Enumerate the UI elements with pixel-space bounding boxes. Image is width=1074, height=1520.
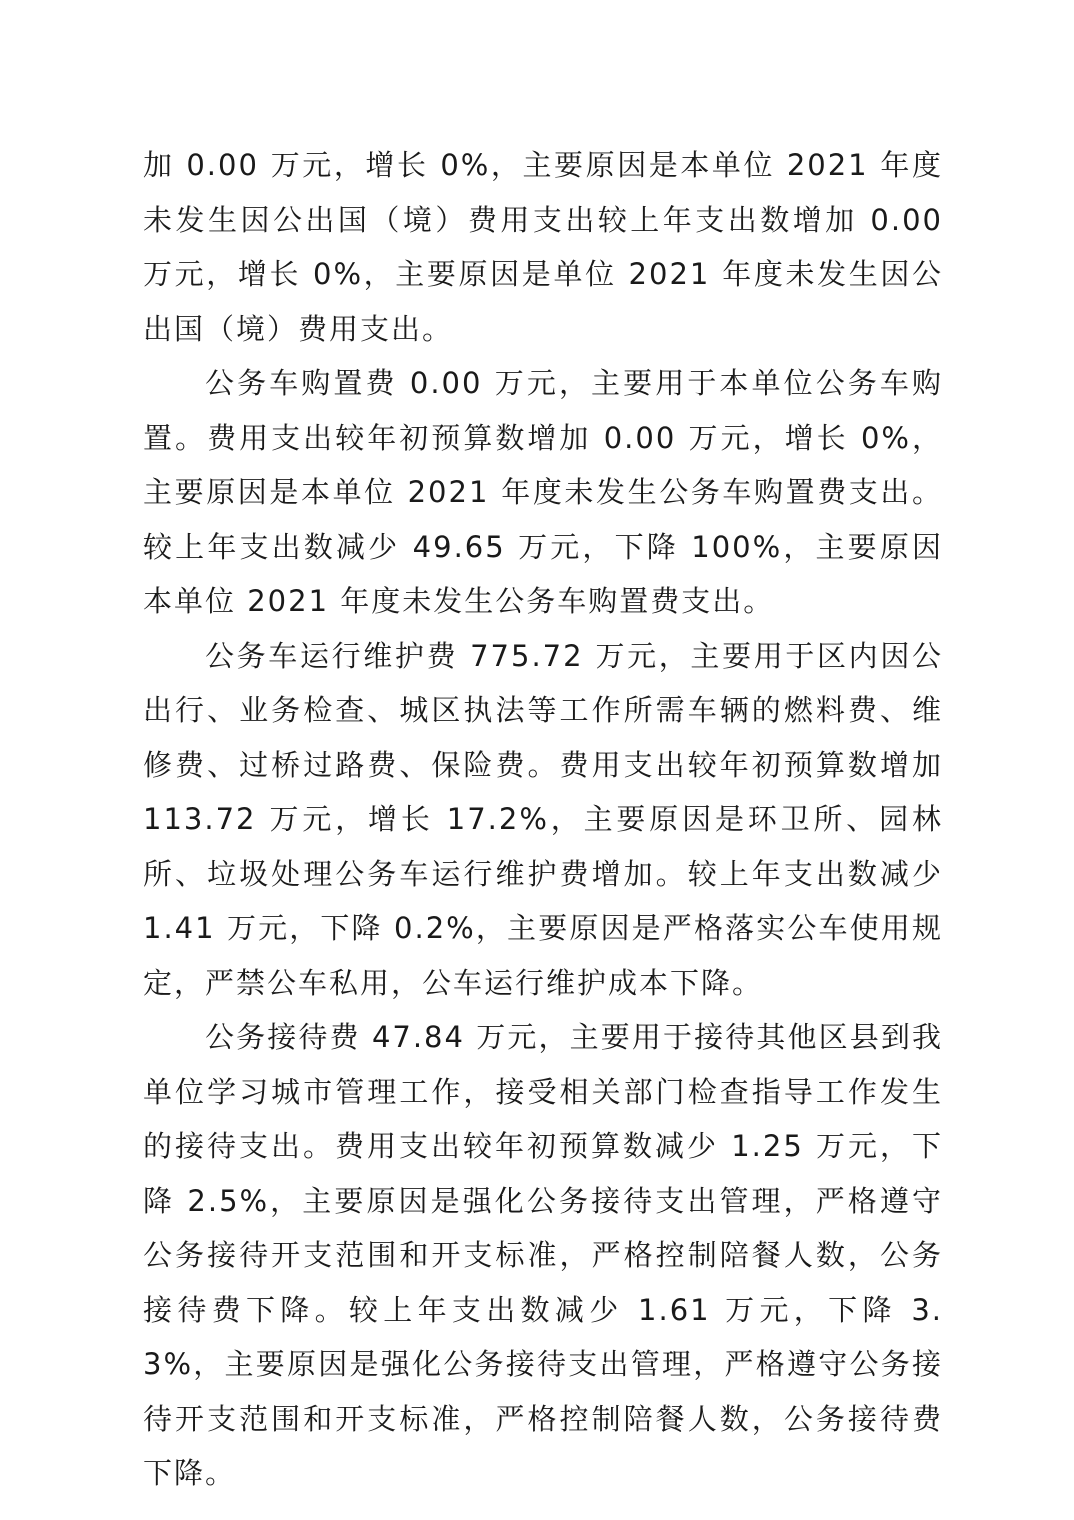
document-body [143,138,943,1501]
paragraph-official-reception: 公务接待费 47.84 万元，主要用于接待其他区县到我单位学习城市管理工作，接受相关部门检查指导工作发生的接待支出。费用支出较年初预算数减少 1.25 万元，下降 2.5%，主要原因是强化公务接待支出管理，严格遵守公务接待开支范围和开支标准，严格控制陪餐人数，公务接待费下降。较上年支出数减少 1.61 万元，下降 3.3%，主要原因是强化公务接待支出管理，严格遵守公务接待开支范围和开支标准，严格控制陪餐人数，公务接待费下降。 [143,1020,943,1490]
paragraph-vehicle-maintenance: 公务车运行维护费 775.72 万元，主要用于区内因公出行、业务检查、城区执法等工作所需车辆的燃料费、维修费、过桥过路费、保险费。费用支出较年初预算数增加 113.72 万元，增长 17.2%，主要原因是环卫所、园林所、垃圾处理公务车运行维护费增加。较上年支出数减少 1.41 万元，下降 0.2%，主要原因是严格落实公车使用规定，严禁公车私用，公车运行维护成本下降。 [143,638,943,1000]
paragraph-vehicle-purchase: 公务车购置费 0.00 万元，主要用于本单位公务车购置。费用支出较年初预算数增加 0.00 万元，增长 0%，主要原因是本单位 2021 年度未发生公务车购置费支出。较上年支出数减少 49.65 万元，下降 100%，主要原因本单位 2021 年度未发生公务车购置费支出。 [143,366,943,618]
paragraph-overseas-travel: 加 0.00 万元，增长 0%，主要原因是本单位 2021 年度未发生因公出国（境）费用支出较上年支出数增加 0.00 万元，增长 0%，主要原因是单位 2021 年度未发生因公出国（境）费用支出。 [143,148,943,346]
